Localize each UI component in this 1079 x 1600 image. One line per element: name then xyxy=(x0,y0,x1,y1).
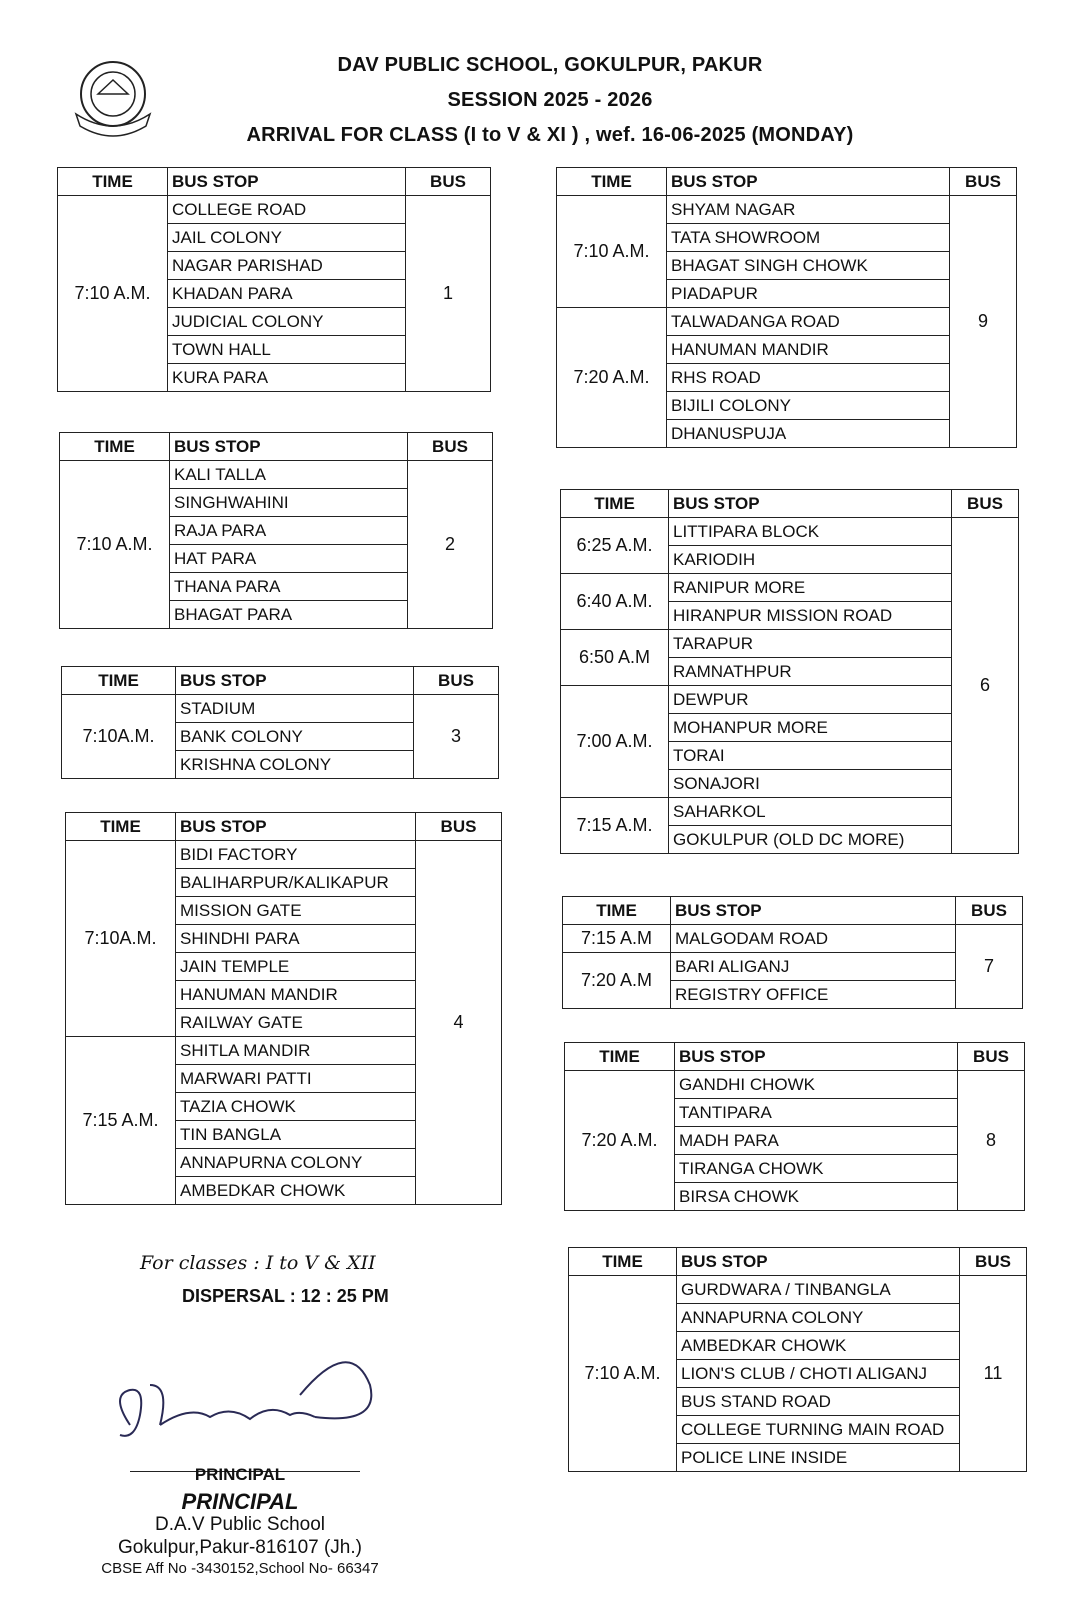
stop-cell: NAGAR PARISHAD xyxy=(168,252,406,280)
stop-cell: PIADAPUR xyxy=(667,280,950,308)
stop-cell: BIRSA CHOWK xyxy=(675,1183,958,1211)
time-header: TIME xyxy=(66,813,176,841)
stop-cell: BANK COLONY xyxy=(176,723,414,751)
stop-cell: BALIHARPUR/KALIKAPUR xyxy=(176,869,416,897)
bus-number: 7 xyxy=(956,925,1023,1009)
stop-cell: MARWARI PATTI xyxy=(176,1065,416,1093)
stop-cell: MALGODAM ROAD xyxy=(671,925,956,953)
time-cell: 7:20 A.M xyxy=(563,953,671,1009)
stop-cell: SINGHWAHINI xyxy=(170,489,408,517)
bus-6-table xyxy=(560,489,1019,854)
principal-label: PRINCIPAL xyxy=(194,1465,286,1484)
stop-cell: ANNAPURNA COLONY xyxy=(677,1304,960,1332)
time-header: TIME xyxy=(58,168,168,196)
stop-cell: MISSION GATE xyxy=(176,897,416,925)
stop-header: BUS STOP xyxy=(671,897,956,925)
stop-cell: KALI TALLA xyxy=(170,461,408,489)
principal-stamp-title: PRINCIPAL xyxy=(181,1489,299,1514)
stop-cell: HIRANPUR MISSION ROAD xyxy=(669,602,952,630)
stamp-school-name: D.A.V Public School xyxy=(154,1514,326,1535)
stop-cell: AMBEDKAR CHOWK xyxy=(176,1177,416,1205)
bus-number: 9 xyxy=(950,196,1017,448)
stop-cell: KARIODIH xyxy=(669,546,952,574)
stop-cell: RHS ROAD xyxy=(667,364,950,392)
bus-header: BUS xyxy=(956,897,1023,925)
stamp-address: Gokulpur,Pakur-816107 (Jh.) xyxy=(118,1537,362,1558)
stop-cell: SHYAM NAGAR xyxy=(667,196,950,224)
bus-header: BUS xyxy=(408,433,493,461)
stop-cell: TORAI xyxy=(669,742,952,770)
stop-cell: MOHANPUR MORE xyxy=(669,714,952,742)
stop-header: BUS STOP xyxy=(675,1043,958,1071)
time-cell: 7:15 A.M xyxy=(563,925,671,953)
principal-signature xyxy=(100,1355,380,1465)
time-cell: 6:40 A.M. xyxy=(561,574,669,630)
stop-cell: DEWPUR xyxy=(669,686,952,714)
bus-7-table xyxy=(562,896,1023,1009)
time-header: TIME xyxy=(557,168,667,196)
time-cell: 7:10 A.M. xyxy=(569,1276,677,1472)
bus-number: 6 xyxy=(952,518,1019,854)
bus-11-table xyxy=(568,1247,1027,1472)
stop-cell: KRISHNA COLONY xyxy=(176,751,414,779)
time-cell: 6:50 A.M xyxy=(561,630,669,686)
stop-cell: TALWADANGA ROAD xyxy=(667,308,950,336)
time-header: TIME xyxy=(569,1248,677,1276)
dispersal-time: DISPERSAL : 12 : 25 PM xyxy=(182,1286,389,1306)
session-title: SESSION 2025 - 2026 xyxy=(447,89,653,111)
stop-cell: TAZIA CHOWK xyxy=(176,1093,416,1121)
bus-number: 4 xyxy=(416,841,502,1205)
bus-header: BUS xyxy=(958,1043,1025,1071)
school-logo xyxy=(68,56,158,138)
stop-cell: TOWN HALL xyxy=(168,336,406,364)
time-cell: 7:15 A.M. xyxy=(561,798,669,854)
stop-cell: BIDI FACTORY xyxy=(176,841,416,869)
bus-number: 1 xyxy=(406,196,491,392)
stamp-affiliation: CBSE Aff No -3430152,School No- 66347 xyxy=(101,1560,379,1577)
time-cell: 7:20 A.M. xyxy=(557,308,667,448)
stop-cell: BHAGAT PARA xyxy=(170,601,408,629)
stop-cell: BIJILI COLONY xyxy=(667,392,950,420)
stop-cell: SONAJORI xyxy=(669,770,952,798)
stop-cell: HANUMAN MANDIR xyxy=(176,981,416,1009)
time-header: TIME xyxy=(62,667,176,695)
stop-cell: TATA SHOWROOM xyxy=(667,224,950,252)
time-header: TIME xyxy=(561,490,669,518)
stop-cell: DHANUSPUJA xyxy=(667,420,950,448)
time-header: TIME xyxy=(563,897,671,925)
stop-cell: GURDWARA / TINBANGLA xyxy=(677,1276,960,1304)
stop-cell: BHAGAT SINGH CHOWK xyxy=(667,252,950,280)
time-cell: 7:20 A.M. xyxy=(565,1071,675,1211)
time-cell: 7:00 A.M. xyxy=(561,686,669,798)
stop-cell: TIN BANGLA xyxy=(176,1121,416,1149)
bus-header: BUS xyxy=(950,168,1017,196)
bus-1-table xyxy=(57,167,491,392)
bus-number: 8 xyxy=(958,1071,1025,1211)
stop-cell: KURA PARA xyxy=(168,364,406,392)
stop-cell: JAIL COLONY xyxy=(168,224,406,252)
stop-cell: TIRANGA CHOWK xyxy=(675,1155,958,1183)
stop-cell: COLLEGE ROAD xyxy=(168,196,406,224)
stop-cell: LION'S CLUB / CHOTI ALIGANJ xyxy=(677,1360,960,1388)
stop-cell: TARAPUR xyxy=(669,630,952,658)
stop-cell: RAILWAY GATE xyxy=(176,1009,416,1037)
bus-header: BUS xyxy=(414,667,499,695)
stop-cell: SHITLA MANDIR xyxy=(176,1037,416,1065)
time-cell: 7:10 A.M. xyxy=(58,196,168,392)
bus-header: BUS xyxy=(952,490,1019,518)
bus-4-table xyxy=(65,812,502,1205)
bus-9-table xyxy=(556,167,1017,448)
stop-cell: RAJA PARA xyxy=(170,517,408,545)
bus-number: 2 xyxy=(408,461,493,629)
school-name: DAV PUBLIC SCHOOL, GOKULPUR, PAKUR xyxy=(337,54,763,76)
bus-header: BUS xyxy=(960,1248,1027,1276)
stop-header: BUS STOP xyxy=(176,667,414,695)
time-cell: 7:10A.M. xyxy=(66,841,176,1037)
stop-cell: BUS STAND ROAD xyxy=(677,1388,960,1416)
bus-number: 11 xyxy=(960,1276,1027,1472)
stop-cell: LITTIPARA BLOCK xyxy=(669,518,952,546)
time-cell: 6:25 A.M. xyxy=(561,518,669,574)
stop-cell: COLLEGE TURNING MAIN ROAD xyxy=(677,1416,960,1444)
stop-header: BUS STOP xyxy=(168,168,406,196)
stop-header: BUS STOP xyxy=(677,1248,960,1276)
stop-cell: SHINDHI PARA xyxy=(176,925,416,953)
stop-cell: TANTIPARA xyxy=(675,1099,958,1127)
bus-header: BUS xyxy=(416,813,502,841)
bus-3-table xyxy=(61,666,499,779)
stop-cell: GANDHI CHOWK xyxy=(675,1071,958,1099)
stop-header: BUS STOP xyxy=(669,490,952,518)
stop-cell: THANA PARA xyxy=(170,573,408,601)
time-cell: 7:10 A.M. xyxy=(557,196,667,308)
arrival-title: ARRIVAL FOR CLASS (I to V & XI ) , wef. 16-06-2025 (MONDAY) xyxy=(246,124,854,146)
time-header: TIME xyxy=(60,433,170,461)
bus-2-table xyxy=(59,432,493,629)
stop-cell: REGISTRY OFFICE xyxy=(671,981,956,1009)
time-header: TIME xyxy=(565,1043,675,1071)
stop-cell: MADH PARA xyxy=(675,1127,958,1155)
stop-cell: HAT PARA xyxy=(170,545,408,573)
bus-8-table xyxy=(564,1042,1025,1211)
stop-header: BUS STOP xyxy=(170,433,408,461)
time-cell: 7:15 A.M. xyxy=(66,1037,176,1205)
stop-header: BUS STOP xyxy=(176,813,416,841)
stop-cell: RANIPUR MORE xyxy=(669,574,952,602)
stop-cell: SAHARKOL xyxy=(669,798,952,826)
stop-cell: BARI ALIGANJ xyxy=(671,953,956,981)
stop-cell: STADIUM xyxy=(176,695,414,723)
bus-number: 3 xyxy=(414,695,499,779)
stop-cell: ANNAPURNA COLONY xyxy=(176,1149,416,1177)
stop-cell: GOKULPUR (OLD DC MORE) xyxy=(669,826,952,854)
stop-cell: HANUMAN MANDIR xyxy=(667,336,950,364)
stop-cell: AMBEDKAR CHOWK xyxy=(677,1332,960,1360)
time-cell: 7:10A.M. xyxy=(62,695,176,779)
stop-cell: JUDICIAL COLONY xyxy=(168,308,406,336)
stop-cell: POLICE LINE INSIDE xyxy=(677,1444,960,1472)
stop-cell: RAMNATHPUR xyxy=(669,658,952,686)
stop-cell: JAIN TEMPLE xyxy=(176,953,416,981)
bus-header: BUS xyxy=(406,168,491,196)
stop-cell: KHADAN PARA xyxy=(168,280,406,308)
classes-note: For classes : I to V & XII xyxy=(140,1252,376,1274)
time-cell: 7:10 A.M. xyxy=(60,461,170,629)
stop-header: BUS STOP xyxy=(667,168,950,196)
